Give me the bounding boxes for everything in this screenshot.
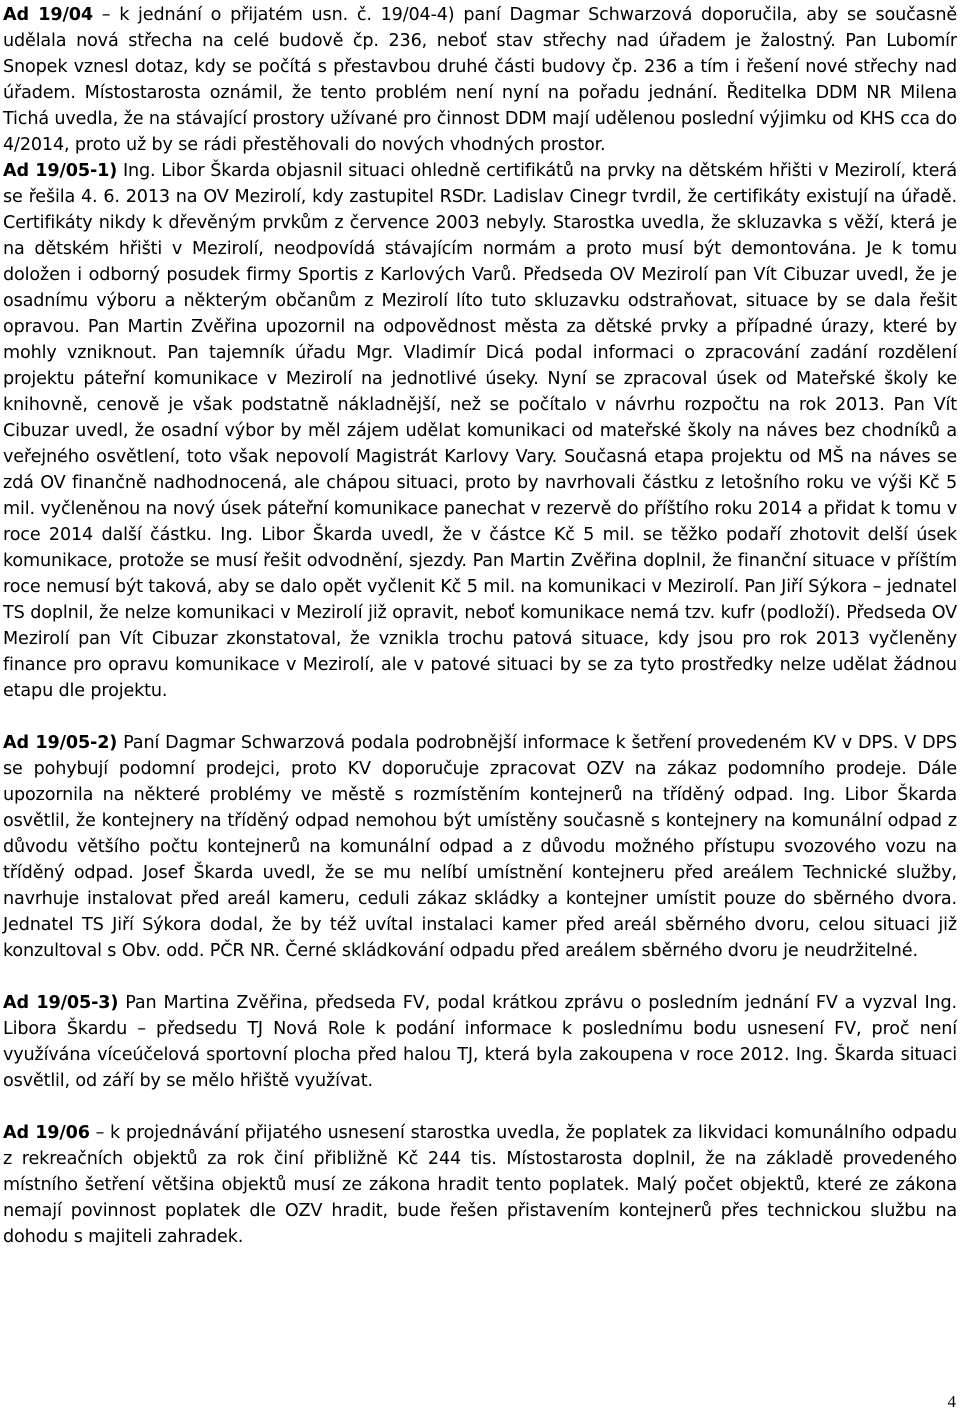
paragraph-text: – k projednávání přijatého usnesení starostka uvedla, že poplatek za likvidaci komunálního odpadu z rekreačních objektů za rok činí přibližně Kč 244 tis. Místostarosta doplnil, že na základě provedeného místního šetření většina objektů musí ze zákona hradit tento poplatek. Malý počet objektů, které ze zákona nemají povinnost poplatek dle OZV hradit, bude řešen přistavením kontejnerů přes technickou službu na dohodu s majiteli zahradek. bbox=[3, 1123, 957, 1247]
page-number: 4 bbox=[947, 1392, 956, 1411]
paragraph-text: Paní Dagmar Schwarzová podala podrobnější informace k šetření provedeném KV v DPS. V DPS se pohybují podomní prodejci, proto KV doporučuje zpracovat OZV na zákaz podomního prodeje. Dále upozornila na některé problémy ve městě s rozmístěním kontejnerů na tříděný odpad. Ing. Libor Škarda osvětlil, že kontejnery na tříděný odpad nemohou být umístěny současně s kontejnery na komunální odpad z důvodu většího počtu kontejnerů na komunální odpad a z důvodu možného přístupu svozového vozu na tříděný odpad. Josef Škarda uvedl, že se mu nelíbí umístnění kontejneru před areálem Technické služby, navrhuje instalovat před areál kameru, ceduli zákaz skládky a kontejner umístit pouze do sběrného dvora. Jednatel TS Jiří Sýkora dodal, že by též uvítal instalaci kamer před areál sběrného dvoru, celou situaci již konzultoval s Obv. odd. PČR NR. Černé skládkování odpadu před areálem sběrného dvoru je neudržitelné. bbox=[3, 733, 957, 961]
paragraph-ad-19-05-2 bbox=[3, 730, 957, 964]
document-page bbox=[3, 2, 957, 1250]
paragraph-text: Ing. Libor Škarda objasnil situaci ohledně certifikátů na prvky na dětském hřišti v Mezirolí, která se řešila 4. 6. 2013 na OV Mezirolí, kdy zastupitel RSDr. Ladislav Cinegr tvrdil, že certifikáty existují na úřadě. Certifikáty nikdy k dřevěným prvkům z července 2003 nebyly. Starostka uvedla, že skluzavka s věží, která je na dětském hřišti v Mezirolí, neodpovídá stávajícím normám a proto musí být demontována. Je k tomu doložen i odborný posudek firmy Sportis z Karlových Varů. Předseda OV Mezirolí pan Vít Cibuzar uvedl, že je osadnímu výboru a některým občanům z Mezirolí líto tuto skluzavku odstraňovat, situace by se dala řešit opravou. Pan Martin Zvěřina upozornil na odpovědnost města za dětské prvky a případné úrazy, které by mohly vzniknout. Pan tajemník úřadu Mgr. Vladimír Dicá podal informaci o zpracování zadání rozdělení projektu páteřní komunikace v Mezirolí na jednotlivé úseky. Nyní se zpracoval úsek od Mateřské školy ke knihovně, cenově je však podstatně nákladnější, než se počítalo v návrhu rozpočtu na rok 2013. Pan Vít Cibuzar uvedl, že osadní výbor by měl zájem udělat komunikaci od mateřské školy na náves bez chodníků a veřejného osvětlení, toto však nepovolí Magistrát Karlovy Vary. Současná etapa projektu od MŠ na náves se zdá OV finančně nadhodnocená, ale chápou situaci, proto by navrhovali částku z letošního roku ve výši Kč 5 mil. vyčleněnou na nový úsek páteřní komunikace panechat v rezervě do příštího roku 2014 a přidat k tomu v roce 2014 další částku. Ing. Libor Škarda uvedl, že v částce Kč 5 mil. se těžko podaří zhotovit delší úsek komunikace, protože se musí řešit odvodnění, sjezdy. Pan Martin Zvěřina doplnil, že finanční situace v příštím roce nemusí být taková, aby se dalo opět vyčlenit Kč 5 mil. na komunikaci v Mezirolí. Pan Jiří Sýkora – jednatel TS doplnil, že nelze komunikaci v Mezirolí již opravit, neboť komunikace nemá tzv. kufr (podloží). Předseda OV Mezirolí pan Vít Cibuzar zkonstatoval, že vznikla trochu patová situace, kdy jsou pro rok 2013 vyčleněny finance pro opravu komunikace v Mezirolí, ale v patové situaci by se za tyto prostředky nelze udělat žádnou etapu dle projektu. bbox=[3, 161, 958, 701]
paragraph-text: – k jednání o přijatém usn. č. 19/04-4) paní Dagmar Schwarzová doporučila, aby se současně udělala nová střecha na celé budově čp. 236, neboť stav střechy nad úřadem je žalostný. Pan Lubomír Snopek vznesl dotaz, kdy se počítá s přestavbou druhé části budovy čp. 236 a tím i řešení nové střechy nad úřadem. Místostarosta oznámil, že tento problém není nyní na pořadu jednání. Ředitelka DDM NR Milena Tichá uvedla, že na stávající prostory užívané pro činnost DDM mají udělenou poslední výjimku od KHS cca do 4/2014, proto už by se rádi přestěhovali do nových vhodných prostor. bbox=[3, 5, 957, 155]
paragraph-heading: Ad 19/05-1) bbox=[3, 161, 118, 181]
paragraph-heading: Ad 19/05-3) bbox=[3, 993, 119, 1013]
paragraph-ad-19-05-3 bbox=[3, 990, 957, 1094]
paragraph-ad-19-06 bbox=[3, 1120, 957, 1250]
paragraph-text: Pan Martina Zvěřina, předseda FV, podal krátkou zprávu o posledním jednání FV a vyzval Ing. Libora Škardu – předsedu TJ Nová Role k podání informace k poslednímu bodu usnesení FV, proč není využívána víceúčelová sportovní plocha před halou TJ, která byla zakoupena v roce 2012. Ing. Škarda situaci osvětlil, od září by se mělo hřiště využívat. bbox=[3, 993, 957, 1091]
paragraph-ad-19-04 bbox=[3, 2, 957, 704]
paragraph-heading: Ad 19/05-2) bbox=[3, 733, 118, 753]
paragraph-heading: Ad 19/04 bbox=[3, 5, 93, 25]
paragraph-heading: Ad 19/06 bbox=[3, 1123, 90, 1143]
